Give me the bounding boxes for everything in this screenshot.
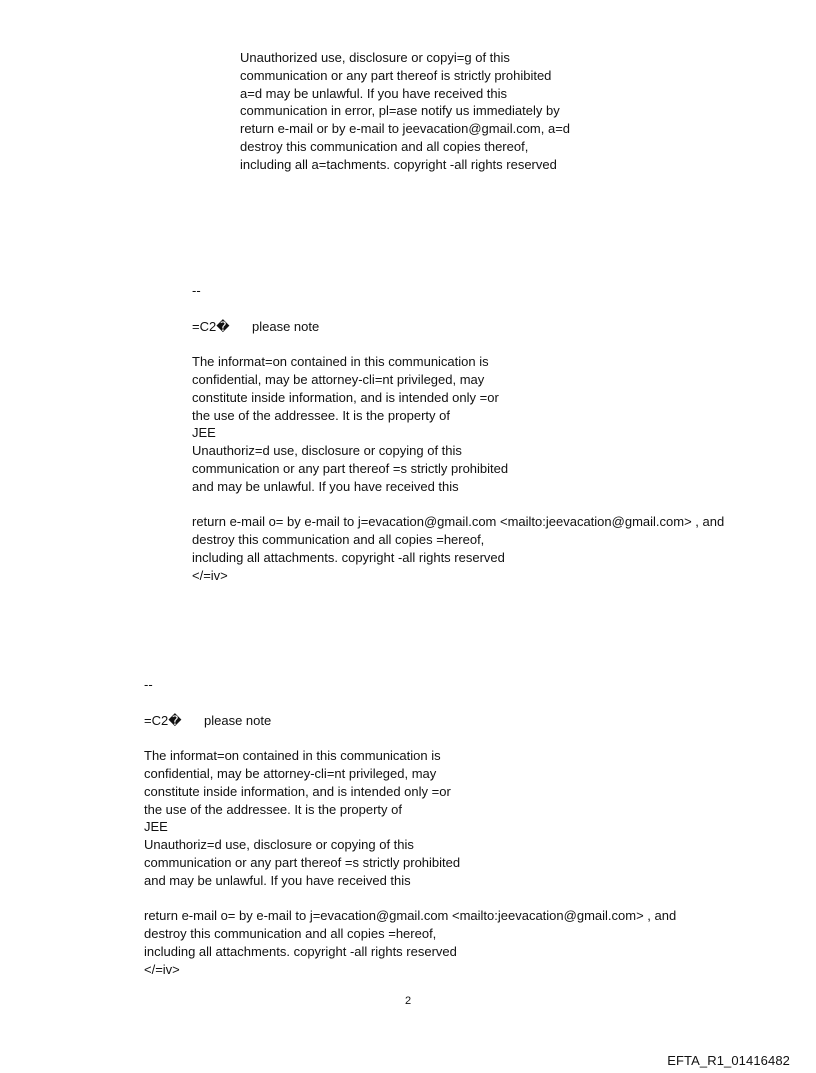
text-line: the use of the addressee. It is the property of — [192, 407, 450, 423]
text-line: return e-mail o= by e-mail to j=evacation@gmail.com <mailto:jeevacation@gmail.com> , and — [144, 908, 677, 924]
document-id: EFTA_R1_01416482 — [667, 1053, 790, 1068]
note-heading — [144, 712, 676, 730]
note-heading — [192, 318, 724, 336]
middle-note — [192, 282, 724, 585]
text-line: destroy this communication and all copies =hereof, — [192, 532, 485, 548]
text-line: communication or any part thereof is strictly prohibited — [240, 67, 552, 83]
text-line: </=iv> — [192, 567, 228, 583]
text-line: destroy this communication and all copies =hereof, — [144, 926, 437, 942]
note-label: please note — [204, 712, 272, 728]
separator: -- — [144, 677, 153, 692]
text-line: communication or any part thereof =s strictly prohibited — [144, 854, 461, 870]
text-line: </=iv> — [144, 961, 180, 977]
text-line: confidential, may be attorney-cli=nt privileged, may — [192, 371, 485, 387]
text-line: Unauthoriz=d use, disclosure or copying of this — [144, 837, 414, 853]
page-number: 2 — [404, 995, 412, 1007]
text-line: and may be unlawful. If you have received this — [192, 478, 459, 494]
bottom-note — [144, 676, 676, 979]
text-line: including all attachments. copyright -all rights reserved — [192, 549, 505, 565]
text-line: constitute inside information, and is intended only =or — [144, 783, 451, 799]
text-line: return e-mail or by e-mail to jeevacation@gmail.com, a=d — [240, 121, 571, 137]
encoding-marker: =C2� — [144, 712, 182, 728]
text-line: JEE — [144, 819, 168, 835]
text-line: communication in error, pl=ase notify us immediately by — [240, 103, 560, 119]
text-line: constitute inside information, and is intended only =or — [192, 389, 499, 405]
text-line: The informat=on contained in this communication is — [192, 354, 489, 370]
text-line: Unauthorized use, disclosure or copyi=g of this — [240, 50, 510, 65]
text-line: destroy this communication and all copies thereof, — [240, 138, 529, 154]
top-disclaimer — [240, 49, 570, 174]
note-label: please note — [252, 318, 320, 334]
text-line: The informat=on contained in this communication is — [144, 748, 441, 764]
text-line: communication or any part thereof =s strictly prohibited — [192, 460, 509, 476]
text-line: JEE — [192, 425, 216, 441]
encoding-marker: =C2� — [192, 318, 230, 334]
text-line: return e-mail o= by e-mail to j=evacation@gmail.com <mailto:jeevacation@gmail.com> , and — [192, 514, 725, 530]
text-line: confidential, may be attorney-cli=nt privileged, may — [144, 765, 437, 781]
text-line: a=d may be unlawful. If you have received this — [240, 85, 508, 101]
text-line: including all attachments. copyright -all rights reserved — [144, 943, 457, 959]
text-line: including all a=tachments. copyright -all rights reserved — [240, 156, 557, 172]
separator: -- — [192, 283, 201, 298]
text-line: and may be unlawful. If you have received this — [144, 872, 411, 888]
text-line: Unauthoriz=d use, disclosure or copying of this — [192, 443, 462, 459]
text-line: the use of the addressee. It is the property of — [144, 801, 402, 817]
